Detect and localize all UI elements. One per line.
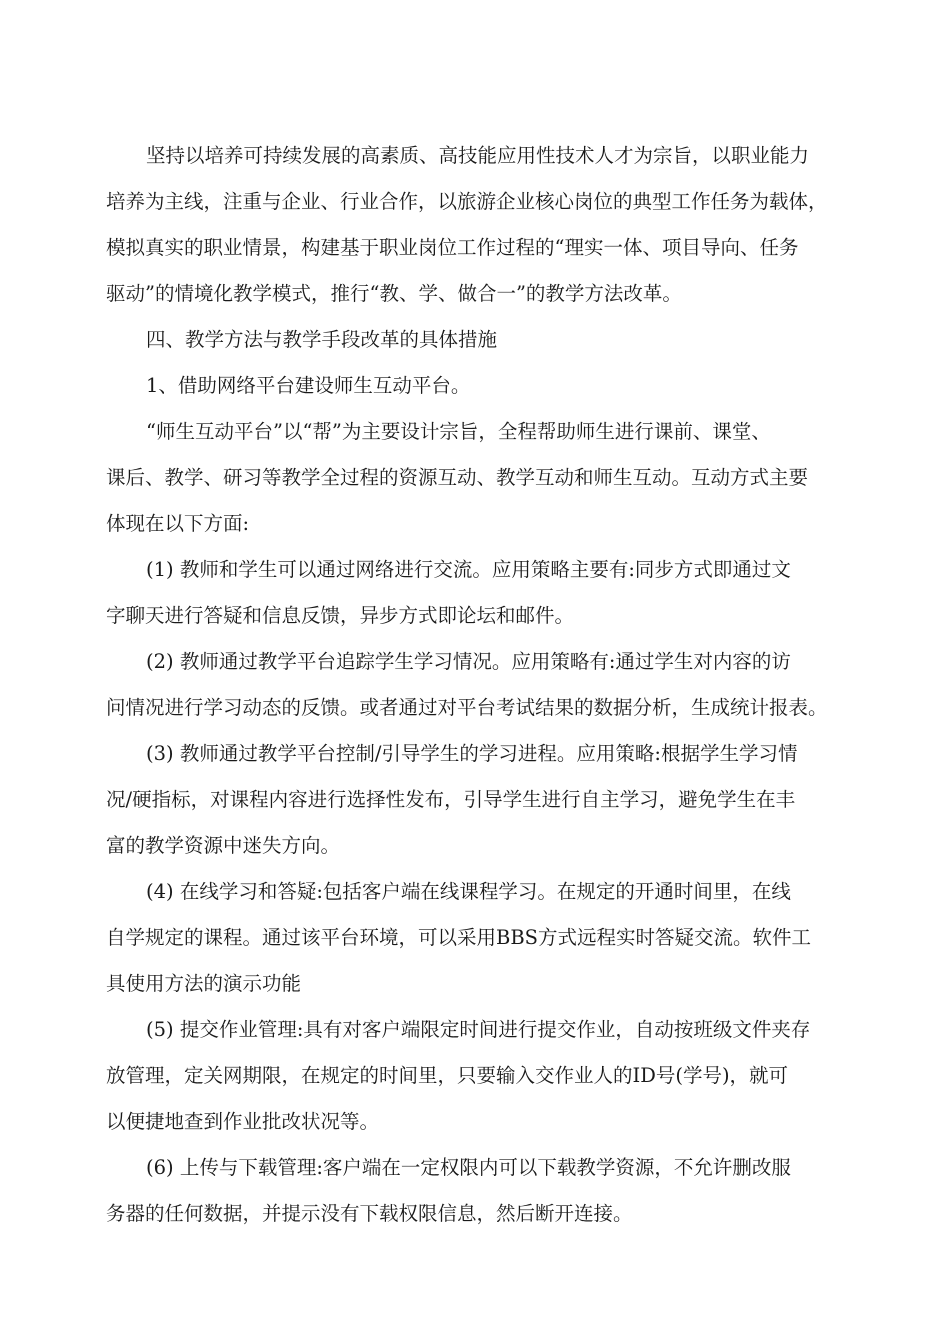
text-line: 问情况进行学习动态的反馈。或者通过对平台考试结果的数据分析，生成统计报表。 [106, 696, 828, 719]
text-line: 体现在以下方面: [106, 512, 250, 535]
subheading-line: 1、借助网络平台建设师生互动平台。 [146, 374, 471, 397]
text-line: 模拟真实的职业情景，构建基于职业岗位工作过程的“理实一体、项目导向、任务 [106, 236, 799, 259]
text-line: (3) 教师通过教学平台控制/引导学生的学习进程。应用策略:根据学生学习情 [146, 742, 798, 765]
text-line: 课后、教学、研习等教学全过程的资源互动、教学互动和师生互动。互动方式主要 [106, 466, 809, 489]
text-line: 具使用方法的演示功能 [106, 972, 302, 995]
text-line: 坚持以培养可持续发展的高素质、高技能应用性技术人才为宗旨，以职业能力 [146, 144, 810, 167]
text-line: “师生互动平台”以“帮”为主要设计宗旨，全程帮助师生进行课前、课堂、 [146, 420, 771, 443]
text-line: 放管理，定关网期限，在规定的时间里，只要输入交作业人的ID号(学号)，就可 [106, 1064, 789, 1087]
text-line: 驱动”的情境化教学模式，推行“教、学、做合一”的教学方法改革。 [106, 282, 682, 305]
text-line: 字聊天进行答疑和信息反馈，异步方式即论坛和邮件。 [106, 604, 575, 627]
text-line: (5) 提交作业管理:具有对客户端限定时间进行提交作业，自动按班级文件夹存 [146, 1018, 811, 1041]
text-line: 务器的任何数据，并提示没有下载权限信息，然后断开连接。 [106, 1202, 633, 1225]
text-line: 培养为主线，注重与企业、行业合作，以旅游企业核心岗位的典型工作任务为载体， [106, 190, 828, 213]
text-line: (4) 在线学习和答疑:包括客户端在线课程学习。在规定的开通时间里，在线 [146, 880, 791, 903]
text-line: 富的教学资源中迷失方向。 [106, 834, 341, 857]
text-line: (2) 教师通过教学平台追踪学生学习情况。应用策略有:通过学生对内容的访 [146, 650, 791, 673]
text-line: (1) 教师和学生可以通过网络进行交流。应用策略主要有:同步方式即通过文 [146, 558, 791, 581]
text-line: 自学规定的课程。通过该平台环境，可以采用BBS方式远程实时答疑交流。软件工 [106, 926, 812, 949]
text-line: 以便捷地查到作业批改状况等。 [106, 1110, 380, 1133]
heading-line: 四、教学方法与教学手段改革的具体措施 [146, 328, 498, 351]
text-line: (6) 上传与下载管理:客户端在一定权限内可以下载教学资源，不允许删改服 [146, 1156, 791, 1179]
text-line: 况/硬指标，对课程内容进行选择性发布，引导学生进行自主学习，避免学生在丰 [106, 788, 796, 811]
